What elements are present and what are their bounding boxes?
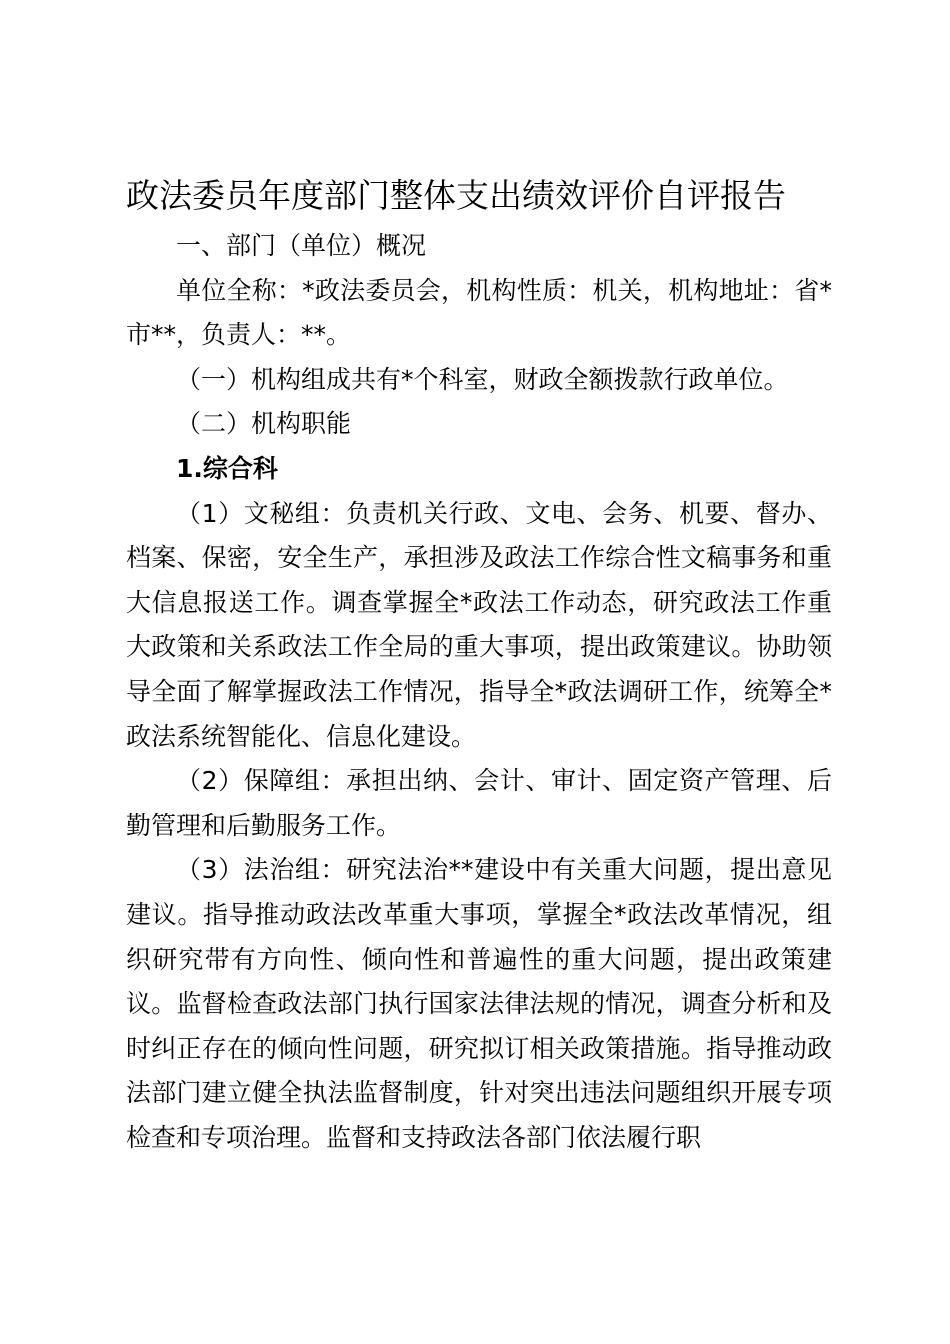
department-heading: 1.综合科 [176, 453, 278, 483]
section-heading: 一、部门（单位）概况 [176, 231, 427, 260]
secretarial-group-paragraph: （1）文秘组：负责机关行政、文电、会务、机要、督办、档案、保密，安全生产，承担涉及政法工作综合性文稿事务和重大信息报送工作。调查掌握全*政法工作动态，研究政法工作重大政策和关系政法工作全局的重大事项，提出政策建议。协助领导全面了解掌握政法工作情况，指导全*政法调研工作，统筹全*政法系统智能化、信息化建设。 [126, 498, 832, 751]
unit-info-paragraph: 单位全称：*政法委员会，机构性质：机关，机构地址：省*市**，负责人：**。 [126, 275, 832, 350]
support-group-paragraph: （2）保障组：承担出纳、会计、审计、固定资产管理、后勤管理和后勤服务工作。 [126, 766, 832, 840]
organization-composition-paragraph: （一）机构组成共有*个科室，财政全额拨款行政单位。 [176, 364, 789, 394]
document-title: 政法委员年度部门整体支出绩效评价自评报告 [126, 176, 786, 215]
document-body [126, 224, 832, 1160]
subsection-heading-functions: （二）机构职能 [176, 409, 352, 439]
rule-of-law-group-paragraph: （3）法治组：研究法治**建设中有关重大问题，提出意见建议。指导推动政法改革重大事项，掌握全*政法改革情况，组织研究带有方向性、倾向性和普遍性的重大问题，提出政策建议。监督检查政法部门执行国家法律法规的情况，调查分析和及时纠正存在的倾向性问题，研究拟订相关政策措施。指导推动政法部门建立健全执法监督制度，针对突出违法问题组织开展专项检查和专项治理。监督和支持政法各部门依法履行职 [126, 855, 832, 1152]
